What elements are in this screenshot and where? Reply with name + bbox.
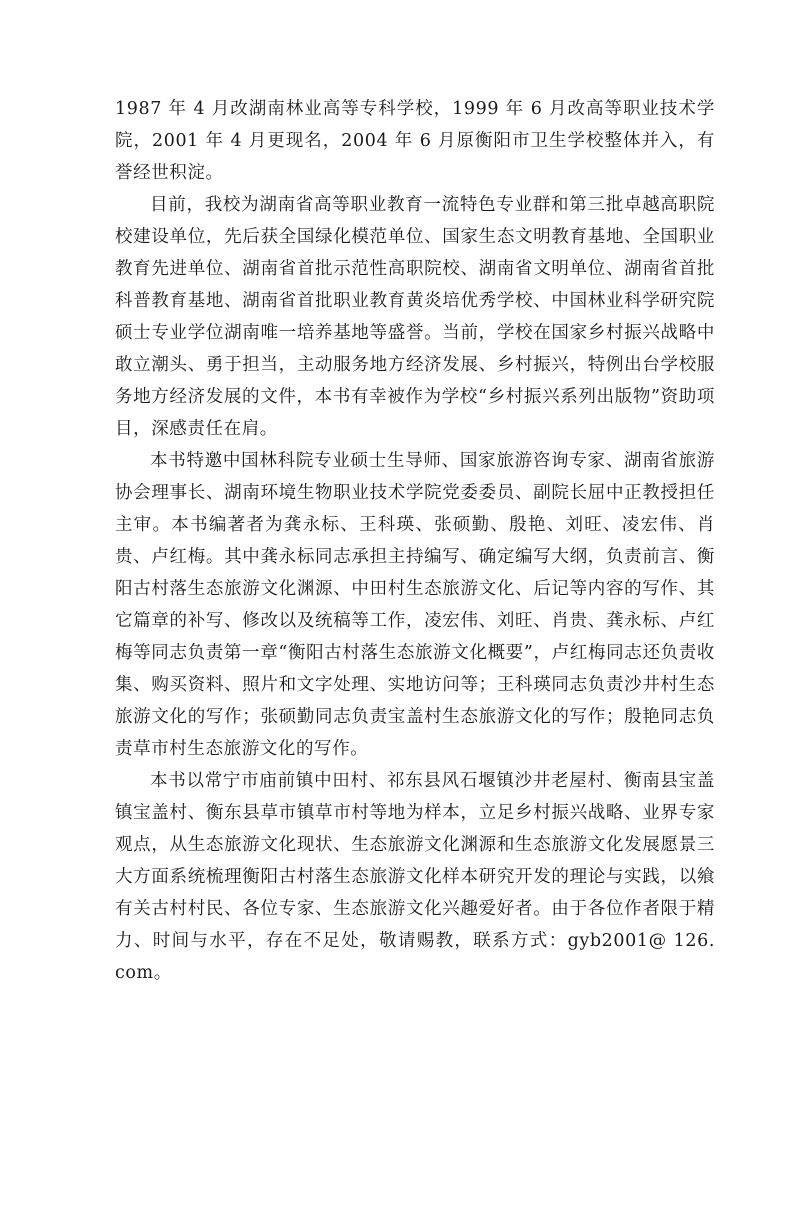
- paragraph-honors: 目前，我校为湖南省高等职业教育一流特色专业群和第三批卓越高职院校建设单位，先后获全国绿化模范单位、国家生态文明教育基地、全国职业教育先进单位、湖南省首批示范性高职院校、湖南省文明单位、湖南省首批科普教育基地、湖南省首批职业教育黄炎培优秀学校、中国林业科学研究院硕士专业学位湖南唯一培养基地等盛誉。当前，学校在国家乡村振兴战略中敢立潮头、勇于担当，主动服务地方经济发展、乡村振兴，特例出台学校服务地方经济发展的文件，本书有幸被作为学校“乡村振兴系列出版物”资助项目，深感责任在肩。: [115, 195, 715, 439]
- paragraph-scope: 本书以常宁市庙前镇中田村、祁东县风石堰镇沙井老屋村、衡南县宝盖镇宝盖村、衡东县草市镇草市村等地为样本，立足乡村振兴战略、业界专家观点，从生态旅游文化现状、生态旅游文化渊源和生态旅游文化发展愿景三大方面系统梳理衡阳古村落生态旅游文化样本研究开发的理论与实践，以飨有关古村村民、各位专家、生态旅游文化兴趣爱好者。由于各位作者限于精力、时间与水平，存在不足处，敬请赐教，联系方式：gyb2001@ 126. com。: [115, 771, 715, 983]
- paragraph-history: 1987 年 4 月改湖南林业高等专科学校，1999 年 6 月改高等职业技术学院，2001 年 4 月更现名，2004 年 6 月原衡阳市卫生学校整体并入，有誉经世积淀。: [115, 99, 715, 183]
- body-text: [115, 93, 715, 989]
- paragraph-authors: 本书特邀中国林科院专业硕士生导师、国家旅游咨询专家、湖南省旅游协会理事长、湖南环境生物职业技术学院党委委员、副院长屈中正教授担任主审。本书编著者为龚永标、王科瑛、张硕勤、殷艳、刘旺、凌宏伟、肖贵、卢红梅。其中龚永标同志承担主持编写、确定编写大纲，负责前言、衡阳古村落生态旅游文化渊源、中田村生态旅游文化、后记等内容的写作、其它篇章的补写、修改以及统稿等工作，凌宏伟、刘旺、肖贵、龚永标、卢红梅等同志负责第一章“衡阳古村落生态旅游文化概要”，卢红梅同志还负责收集、购买资料、照片和文字处理、实地访问等；王科瑛同志负责沙井村生态旅游文化的写作；张硕勤同志负责宝盖村生态旅游文化的写作；殷艳同志负责草市村生态旅游文化的写作。: [115, 451, 715, 759]
